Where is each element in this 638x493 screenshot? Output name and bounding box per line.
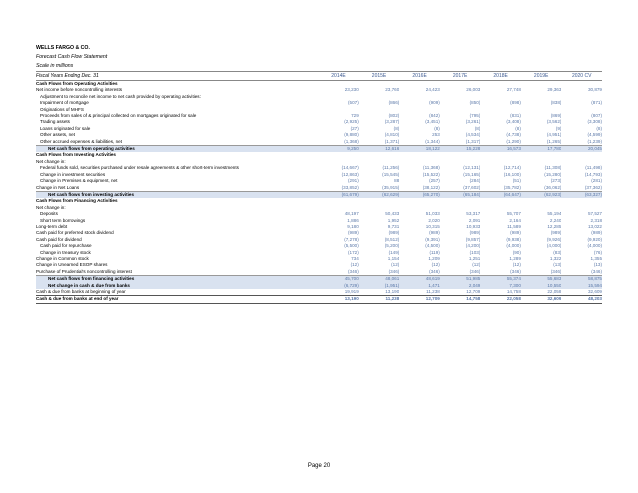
cell-value: (5,200) [384, 243, 400, 249]
cell-value: (37,602) [463, 184, 481, 190]
cell-value: (12) [350, 262, 359, 268]
cell-value: (103) [469, 249, 481, 255]
cell-value: 12,616 [359, 146, 400, 153]
cell-value: (1,265) [546, 138, 562, 144]
cell-value: 50,433 [385, 211, 400, 217]
row-label: Net income before noncontrolling interests [36, 87, 123, 93]
cell-value: 9,180 [347, 223, 359, 229]
row-label: Originations of MHFS [40, 106, 84, 112]
cell-value: 2,020 [428, 217, 440, 223]
cell-value: (9,938) [506, 236, 521, 242]
table-row [36, 81, 602, 88]
cell-value: (11,256) [382, 165, 400, 171]
cell-value: 53,317 [466, 211, 481, 217]
cell-value: (11,308) [544, 165, 562, 171]
column-header: 2018E [480, 72, 521, 81]
cell-value: (11,498) [585, 165, 602, 171]
row-label: Cash paid for preferred stock dividend [36, 230, 114, 236]
row-label: Cash Flows from Investing Activities [36, 152, 116, 158]
cell-value: 30,879 [587, 87, 602, 93]
cell-value: (802) [388, 113, 400, 119]
table-row [36, 185, 602, 192]
cell-value: (1,239) [587, 138, 602, 144]
cell-value: (346) [510, 268, 521, 274]
cell-value: (62,923) [521, 191, 562, 198]
cell-value: 51,033 [425, 211, 440, 217]
row-label: Change in Unearned ESOP shares [36, 262, 108, 268]
cell-value: (172) [348, 249, 359, 255]
cell-value: (15,545) [382, 171, 400, 177]
cell-value: (51) [512, 178, 521, 184]
cell-value: (9) [555, 125, 562, 131]
cell-value: 57,527 [587, 211, 602, 217]
cell-value: (989) [348, 230, 359, 236]
row-label: Net cash flows from operating activities [36, 146, 318, 153]
row-label: Cash paid for dividend [36, 236, 82, 242]
cell-value: 16,573 [480, 146, 521, 153]
cell-value: 1,251 [468, 255, 481, 261]
cell-value: (831) [510, 113, 521, 119]
cell-value: 55,683 [521, 276, 562, 283]
cell-value: 88 [394, 178, 400, 184]
cell-value: (4,500) [425, 243, 440, 249]
cell-value: (9,920) [587, 236, 602, 242]
table-row [36, 146, 602, 153]
cell-value: 11,589 [507, 223, 521, 229]
row-label: Change in investment securities [40, 171, 106, 177]
row-label: Net change in: [36, 158, 66, 164]
cell-value: (5,500) [344, 243, 359, 249]
cell-value: (507) [348, 100, 359, 106]
cell-value: (12) [431, 262, 440, 268]
cell-value: (273) [550, 178, 562, 184]
cell-value: (3,451) [425, 119, 440, 125]
cell-value: (807) [591, 113, 602, 119]
cell-value: 12,709 [466, 289, 481, 294]
row-label: Cash & due from banks at end of year [36, 296, 318, 303]
cell-value: (346) [429, 268, 440, 274]
cell-value: (4,200) [465, 243, 481, 249]
cell-value: 1,471 [399, 283, 440, 289]
cell-value: 22,058 [480, 296, 521, 303]
cell-value: (281) [591, 178, 602, 184]
column-header: 2014E [318, 72, 359, 81]
cell-value: (4,000) [506, 243, 521, 249]
row-label: Net change in cash & due from banks [36, 283, 318, 289]
column-header: 2020 CV [561, 72, 602, 81]
cash-flow-table [36, 71, 602, 304]
cell-value: (36,062) [544, 184, 562, 190]
cell-value: (989) [591, 230, 602, 236]
cell-value: (989) [550, 230, 562, 236]
row-label: Net cash flows from financing activities [36, 276, 318, 283]
cell-value: 1,322 [549, 255, 562, 261]
cell-value: (12) [512, 262, 521, 268]
cell-value: (15,165) [463, 171, 481, 177]
cell-value: (291) [348, 178, 359, 184]
row-label: Purchase of Prudential's noncontrolling interest [36, 268, 132, 274]
cell-value: (35,782) [503, 184, 521, 190]
row-label: Other accrued expenses & liabilities, net [40, 138, 122, 144]
row-label: Net cash flows from investing activities [36, 191, 318, 198]
cell-value: (4,000) [587, 243, 602, 249]
cell-value: (35,915) [382, 184, 400, 190]
cell-value: (8) [474, 125, 481, 131]
statement-title: Forecast Cash Flow Statement [36, 54, 108, 60]
cell-value: 11,238 [426, 289, 440, 294]
cell-value: 12,709 [399, 296, 440, 303]
cell-value: 48,619 [399, 276, 440, 283]
scale-note: Scale in millions [36, 63, 74, 69]
cell-value: (842) [429, 113, 440, 119]
cell-value: (866) [388, 100, 400, 106]
cell-value: (38,122) [422, 184, 440, 190]
cell-value: (65,270) [399, 191, 440, 198]
cell-value: (9,880) [344, 132, 359, 138]
cell-value: (795) [469, 113, 481, 119]
cell-value: 15,228 [440, 146, 481, 153]
cell-value: (909) [429, 100, 440, 106]
cell-value: (7,278) [344, 236, 359, 242]
cell-value: 55,707 [506, 211, 521, 217]
cell-value: 29,363 [547, 87, 562, 93]
cell-value: (346) [348, 268, 359, 274]
row-label: Cash Flows from Financing Activities [36, 198, 118, 204]
cell-value: (1,290) [506, 138, 521, 144]
cell-value: (869) [550, 113, 562, 119]
cell-value: 10,315 [425, 223, 440, 229]
cell-value: (989) [429, 230, 440, 236]
cell-value: 2,318 [590, 217, 602, 223]
cell-value: 32,609 [587, 289, 602, 294]
cell-value: (12) [391, 262, 400, 268]
cell-value: 734 [351, 255, 359, 261]
column-header: 2015E [359, 72, 400, 81]
cell-value: (284) [469, 178, 481, 184]
table-row [36, 289, 602, 296]
cell-value: 24,423 [425, 87, 440, 93]
table-row [36, 276, 602, 283]
row-label: Deposits [40, 211, 58, 217]
cell-value: (346) [550, 268, 562, 274]
cell-value: 13,190 [318, 296, 359, 303]
cell-value [561, 81, 602, 88]
row-label: Federal funds sold, securities purchased under resale agreements & other short-term investments [40, 165, 239, 171]
cell-value: (11,368) [423, 165, 440, 171]
cell-value: 1,209 [428, 255, 440, 261]
cell-value: (3,562) [546, 119, 562, 125]
cell-value: (27) [350, 125, 359, 131]
cell-value: (83) [553, 249, 562, 255]
cell-value: (119) [429, 249, 440, 255]
cell-value: 48,197 [344, 211, 359, 217]
cell-value: 1,952 [387, 217, 400, 223]
cell-value: (37,362) [584, 184, 602, 190]
cell-value: 19,919 [344, 289, 359, 294]
cell-value: 1,289 [509, 255, 521, 261]
cell-value: 13,022 [587, 223, 602, 229]
cell-value: 55,194 [547, 211, 562, 217]
cell-value: (8,512) [384, 236, 400, 242]
column-header: 2016E [399, 72, 440, 81]
cell-value: 2,240 [549, 217, 562, 223]
cell-value: 23,760 [385, 87, 400, 93]
cell-value: (3,308) [587, 119, 602, 125]
cell-value: 14,758 [440, 296, 481, 303]
cell-value: 10,550 [521, 283, 562, 289]
cell-value: 253 [432, 132, 440, 138]
cell-value: 26,003 [466, 87, 481, 93]
row-label: Loans originated for sale [40, 125, 91, 131]
cell-value: (4,000) [546, 243, 562, 249]
cell-value: (346) [591, 268, 602, 274]
cell-value: (3,408) [506, 119, 521, 125]
cell-value: (346) [469, 268, 481, 274]
cell-value: (346) [388, 268, 400, 274]
cell-value: 12,285 [547, 223, 562, 229]
page-number: Page 20 [307, 463, 331, 469]
cell-value: (4,599) [587, 132, 602, 138]
row-label: Change in Premises & equipment, net [40, 178, 118, 184]
cell-value: (16,100) [503, 171, 521, 177]
table-row [36, 269, 602, 276]
cell-value: 55,374 [480, 276, 521, 283]
cell-value: (13) [593, 262, 602, 268]
cell-value: (898) [510, 100, 521, 106]
cell-value [521, 81, 562, 88]
cell-value: (15,280) [544, 171, 562, 177]
cash-flow-sheet [36, 44, 602, 304]
cell-value: 1,886 [347, 217, 359, 223]
cell-value: (989) [510, 230, 521, 236]
cell-value: (15,522) [422, 171, 440, 177]
row-label: Adjustment to reconcile net income to net cash provided by operating activities: [40, 93, 201, 99]
cell-value: (871) [591, 100, 602, 106]
cell-value: 58,875 [561, 276, 602, 283]
table-row [36, 191, 602, 198]
cell-value: (13) [553, 262, 562, 268]
cell-value [440, 81, 481, 88]
cell-value: 23,230 [344, 87, 359, 93]
cell-value: (1,951) [359, 283, 400, 289]
cell-value: (4,738) [506, 132, 521, 138]
cell-value: (989) [469, 230, 481, 236]
cell-value [399, 81, 440, 88]
cell-value: (65,184) [440, 191, 481, 198]
cell-value: 9,731 [387, 223, 400, 229]
cell-value: (62,629) [359, 191, 400, 198]
cell-value: 45,700 [318, 276, 359, 283]
cell-value: (257) [429, 178, 440, 184]
cell-value: 729 [351, 113, 359, 119]
cell-value: (33,852) [341, 184, 359, 190]
cell-value: 2,164 [509, 217, 521, 223]
cell-value: (1,317) [465, 138, 481, 144]
cell-value: (989) [388, 230, 400, 236]
cell-value: 7,300 [480, 283, 521, 289]
cell-value: (9,391) [425, 236, 440, 242]
cell-value: (8) [434, 125, 440, 131]
cell-value [359, 81, 400, 88]
cell-value: 13,190 [385, 289, 400, 294]
cell-value: (8) [515, 125, 521, 131]
cell-value: (2,925) [344, 119, 359, 125]
cell-value: (1,368) [344, 138, 359, 144]
cell-value: 11,238 [359, 296, 400, 303]
row-label: Impairment of mortgage [40, 100, 89, 106]
cell-value: 15,594 [561, 283, 602, 289]
cell-value: (850) [469, 100, 481, 106]
row-label: Cash & due from banks at beginning of year [36, 289, 126, 294]
cell-value: (14,667) [341, 165, 359, 171]
cell-value: (4,810) [384, 132, 400, 138]
cell-value: 20,045 [561, 146, 602, 153]
cell-value [318, 81, 359, 88]
cell-value: (1,371) [384, 138, 400, 144]
cell-value: (14,793) [584, 171, 602, 177]
row-label: Short term borrowings [40, 217, 86, 223]
row-label: Proceeds from sales of & principal collected on mortgages originated for sale [40, 113, 197, 119]
row-label: Change in Common stock [36, 255, 89, 261]
cell-value: (12,714) [503, 165, 521, 171]
row-label: Long-term debt [36, 223, 68, 229]
cell-value: (3,287) [384, 119, 400, 125]
column-header: 2017E [440, 72, 481, 81]
row-label: Cash paid for repurchase [40, 243, 92, 249]
column-header-row [36, 72, 602, 81]
cell-value: (1,344) [425, 138, 440, 144]
cell-value: (8) [596, 125, 602, 131]
row-label: Change in treasury stock [40, 249, 91, 255]
cell-value: 1,154 [387, 255, 400, 261]
cell-value: (64,647) [480, 191, 521, 198]
row-label: Trading assets [40, 119, 70, 125]
cell-value [480, 81, 521, 88]
cell-value: 18,122 [399, 146, 440, 153]
column-header: 2019E [521, 72, 562, 81]
cell-value: 17,780 [521, 146, 562, 153]
cell-value: (9,857) [465, 236, 481, 242]
cell-value: 9,250 [318, 146, 359, 153]
cell-value: (149) [388, 249, 400, 255]
cell-value: 48,061 [359, 276, 400, 283]
cell-value: (76) [593, 249, 602, 255]
cell-value: (8) [393, 125, 400, 131]
cell-value: 1,355 [590, 255, 602, 261]
cell-value: (3,261) [465, 119, 481, 125]
cell-value: 2,049 [440, 283, 481, 289]
cell-value: (12,131) [463, 165, 481, 171]
cell-value: 14,758 [506, 289, 521, 294]
cell-value: (90) [512, 249, 521, 255]
cell-value: (61,679) [318, 191, 359, 198]
company-name: WELLS FARGO & CO. [36, 45, 90, 51]
cell-value: 2,091 [468, 217, 481, 223]
row-label: Net change in: [36, 204, 66, 210]
cell-value: 27,748 [506, 87, 521, 93]
cell-value: (838) [550, 100, 562, 106]
cell-value: 10,933 [466, 223, 481, 229]
cell-value: 48,203 [561, 296, 602, 303]
cell-value: (4,534) [465, 132, 481, 138]
cell-value: (63,327) [561, 191, 602, 198]
cell-value: (6,729) [318, 283, 359, 289]
cell-value: 22,058 [547, 289, 562, 294]
table-row [36, 139, 602, 146]
row-label: Change in Net Loans [36, 184, 80, 190]
row-label: Other assets, net [40, 132, 75, 138]
cell-value: (9,926) [546, 236, 562, 242]
cell-value: 51,985 [440, 276, 481, 283]
cell-value: (12) [472, 262, 481, 268]
cell-value: 32,609 [521, 296, 562, 303]
table-row [36, 296, 602, 303]
cell-value: (4,951) [546, 132, 562, 138]
fiscal-label: Fiscal Years Ending Dec. 31 [36, 72, 318, 81]
cell-value: (12,863) [341, 171, 359, 177]
row-label: Cash Flows from Operating Activities [36, 81, 118, 86]
